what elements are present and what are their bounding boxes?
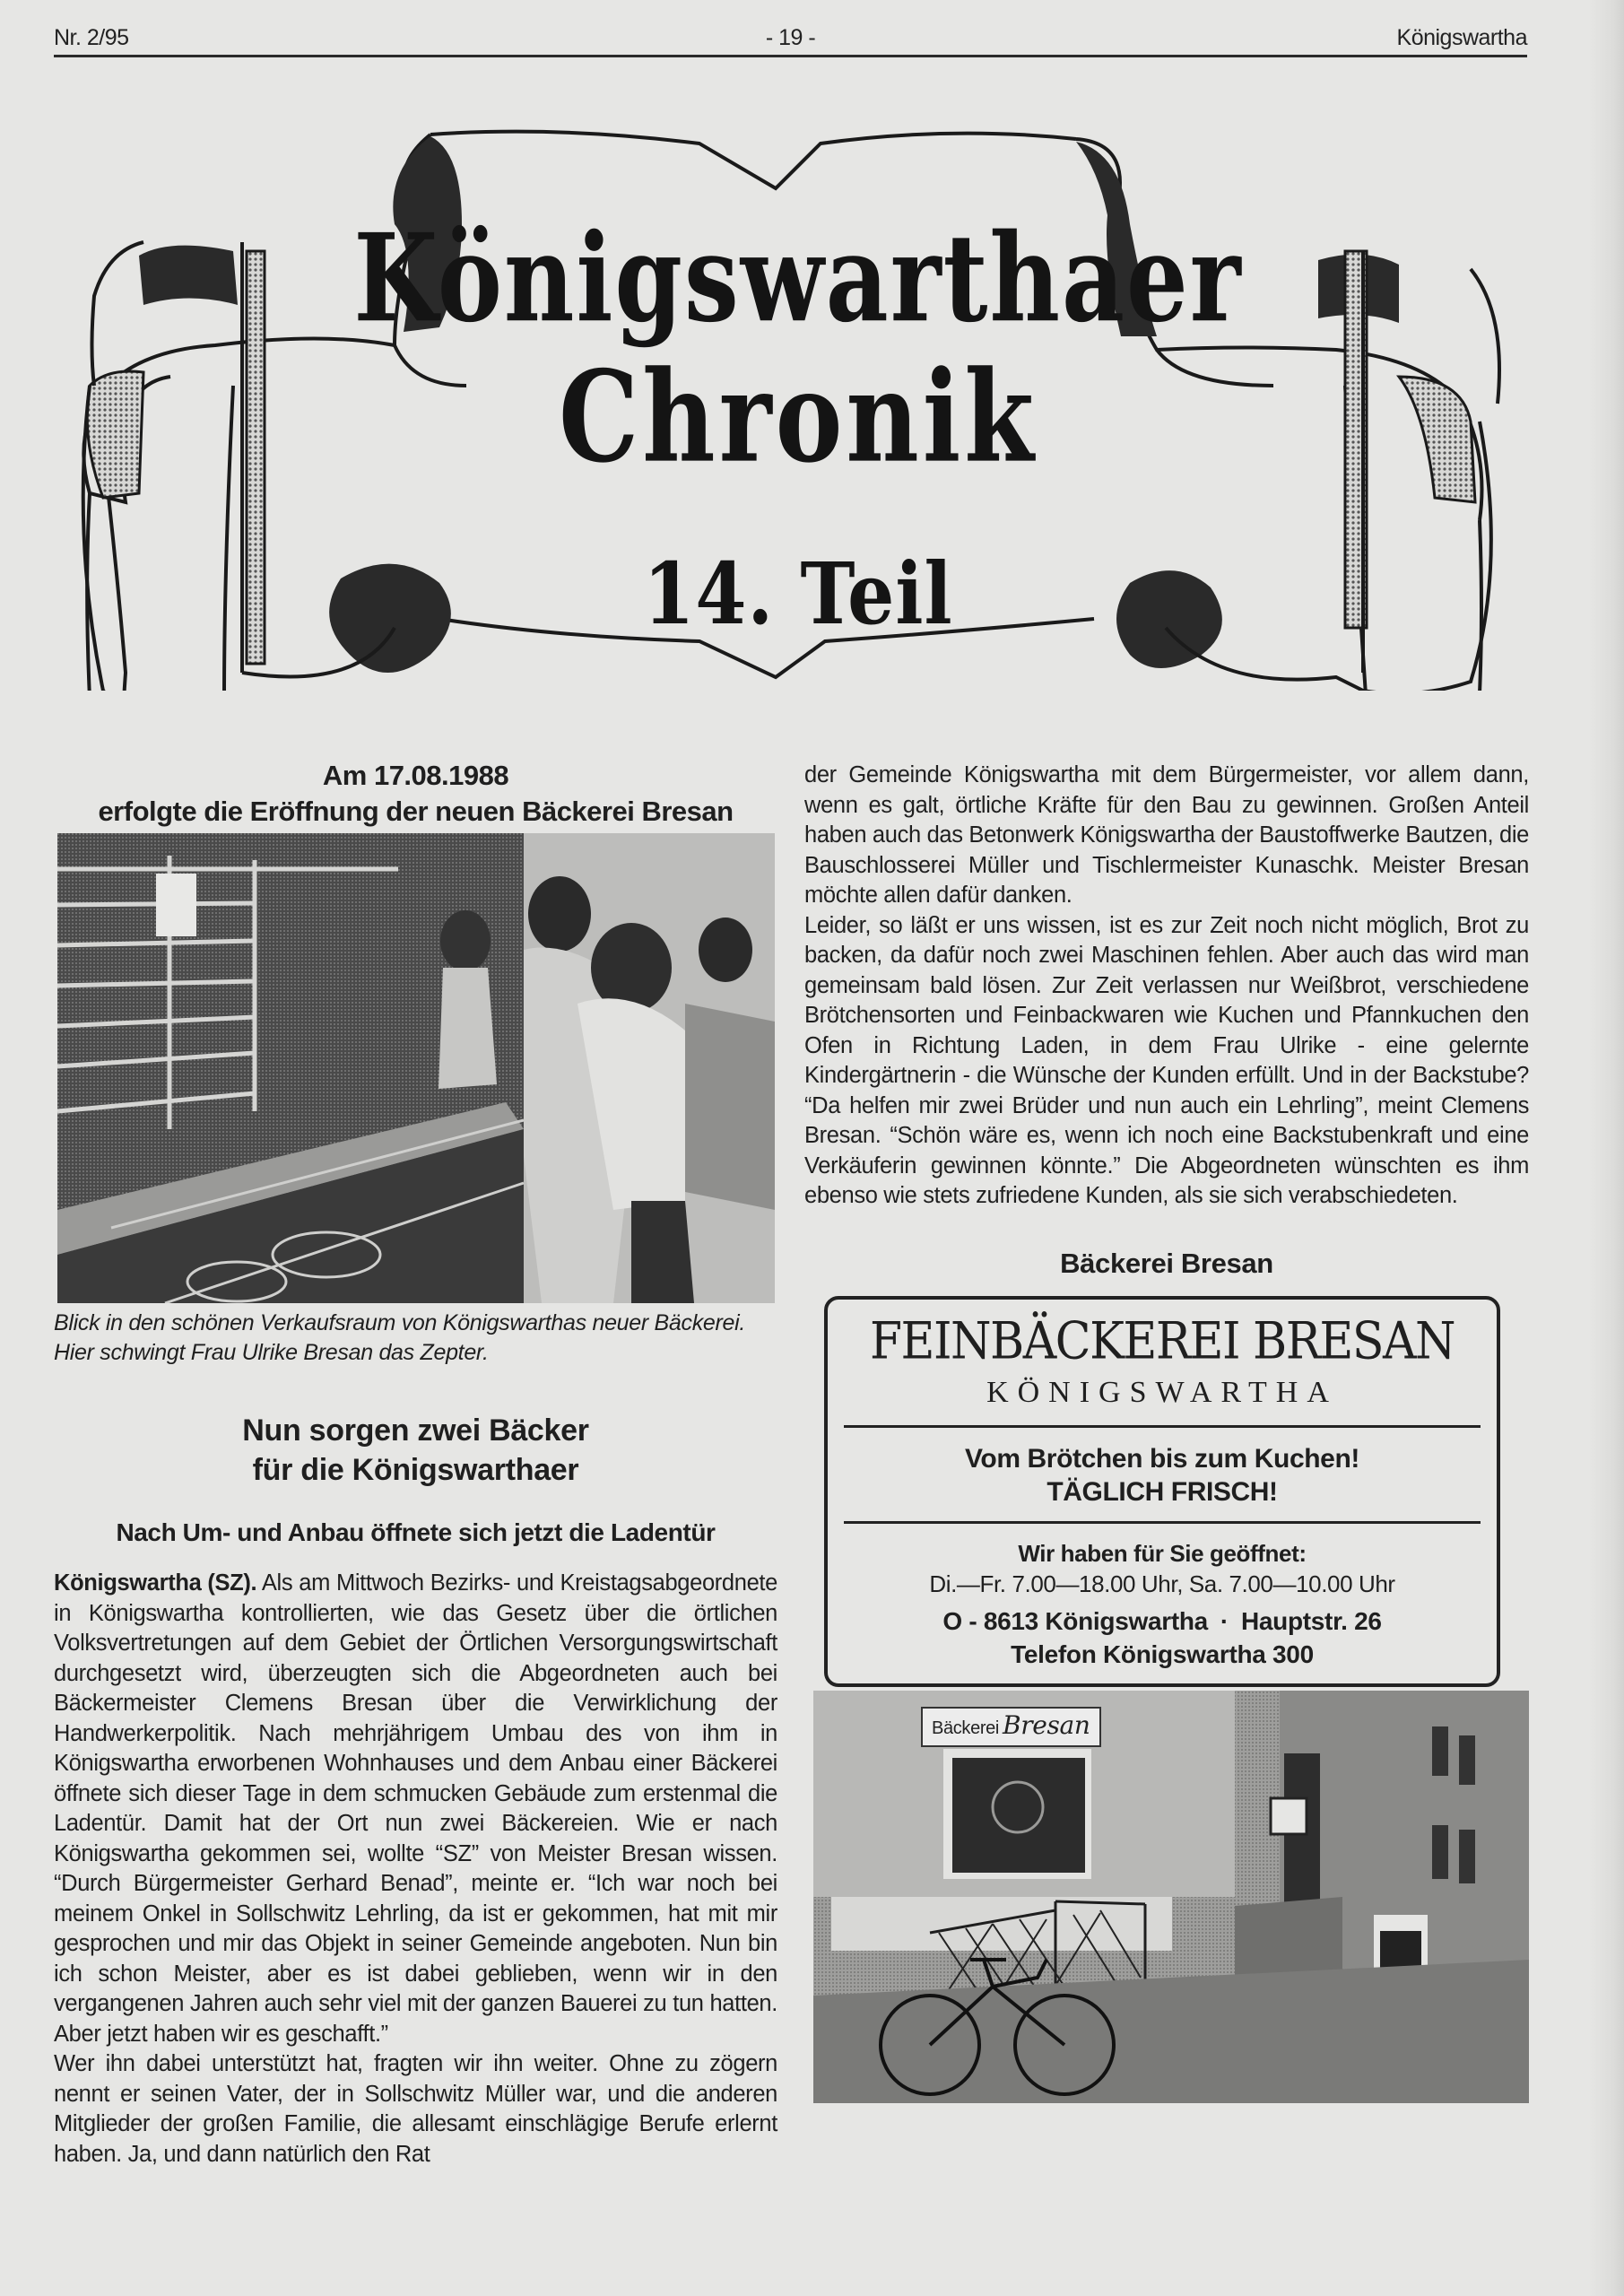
article-paragraph <box>54 1569 777 2049</box>
ad-divider <box>844 1521 1481 1524</box>
article-subtitle: Nach Um- und Anbau öffnete sich jetzt die Ladentür <box>116 1518 716 1546</box>
article-paragraph: der Gemeinde Königswartha mit dem Bürgermeister, vor allem dann, wenn es galt, örtliche Kräfte für den Bau zu gewinnen. Großen Anteil haben auch das Betonwerk Königswartha der Baustoffwerke Bautzen, die Bauschlosserei Müller und Tischlermeister Kunaschk. Meister Bresan möchte allen dafür danken. <box>804 762 1529 908</box>
page-header <box>54 25 1527 57</box>
header-rule <box>54 55 1527 57</box>
ad-address-town: O - 8613 Königswartha <box>942 1606 1208 1635</box>
opening-headline: erfolgte die Eröffnung der neuen Bäckerei Bresan <box>98 796 734 827</box>
article-paragraph: Leider, so läßt er uns wissen, ist es zur Zeit noch nicht möglich, Brot zu backen, da dafür noch zwei Maschinen fehlen. Aber auch das wird man gemeinsam bald lösen. Zur Zeit verlassen nur Weißbrot, verschiedene Brötchensorten und Feinbackwaren wie Kuchen und Pfannkuchen den Ofen in Richtung Laden, in dem Frau Ulrike - eine gelernte Kindergärtnerin - die Wünsche der Kunden erfüllt. Und in der Backstube? “Da helfen mir zwei Brüder und nun auch ein Lehrling”, meint Clemens Bresan. “Schön wäre es, wenn ich noch eine Backstubenkraft und eine Verkäuferin gewinnen könnte.” Die Abgeordneten wünschten es ihm ebenso wie stets zufriedene Kunden, als sie sich verabschiedeten. <box>804 912 1529 1208</box>
shop-sign-script: Bresan <box>1003 1709 1090 1740</box>
ad-slogan: Vom Brötchen bis zum Kuchen! <box>965 1443 1359 1474</box>
sales-room-photo <box>57 833 775 1303</box>
ad-address-separator: · <box>1220 1606 1229 1635</box>
paragraph-text: Als am Mittwoch Bezirks- und Kreistagsabgeordnete in Königswartha kontrollierten, wie das Gesetz über die örtlichen Volksvertretungen auf dem Gebiet der Örtlichen Versorgungswirtschaft durchgesetzt wird, überzeugten sich die Abgeordneten auch bei Bäckermeister Clemens Bresan über die Verwirklichung der Handwerkerpolitik. Nach mehrjährigem Umbau des von ihm in Königswartha erworbenen Wohnhauses und dem Anbau einer Bäckerei öffnete sich dieser Tage in dem schmucken Gebäude zum erstenmal die Ladentür. Damit hat der Ort nun zwei Bäckereien. Wie er nach Königswartha gekommen sei, wollte “SZ” von Meister Bresan wissen. “Durch Bürgermeister Gerhard Benad”, meinte er. “Ich war noch bei meinem Onkel in Sollschwitz Lehrling, da ist er gekommen, hat mit mir gesprochen und mir das Objekt in seiner Gemeinde angeboten. Nun bin ich schon Meister, aber es ist dabei geblieben, wenn wir in den vergangenen Jahren auch sehr viel mit der ganzen Bauerei zu tun hatten. Aber jetzt haben wir es geschafft.” <box>54 1570 777 2047</box>
ad-address-street: Hauptstr. 26 <box>1240 1606 1382 1635</box>
photo-caption: Blick in den schönen Verkaufsraum von Königswarthas neuer Bäckerei. Hier schwingt Frau Ulrike Bresan das Zepter. <box>54 1310 746 1365</box>
article-body-right <box>804 761 1529 1212</box>
left-column <box>54 758 777 2170</box>
header-town: Königswartha <box>1396 25 1527 50</box>
chronik-banner <box>54 117 1542 691</box>
ad-phone: Telefon Königswartha 300 <box>1011 1639 1314 1668</box>
ad-divider <box>844 1425 1481 1428</box>
shop-sign-word: Bäckerei <box>932 1718 1000 1738</box>
article-title-line2: für die Königswarthaer <box>252 1453 579 1487</box>
opening-headline-date: Am 17.08.1988 <box>322 760 509 791</box>
banner-title-line2: Chronik <box>559 344 1038 491</box>
ad-bakery-name: FEINBÄCKEREI BRESAN <box>869 1311 1455 1371</box>
shop-front-illustration <box>813 1691 1529 2103</box>
article-body-left <box>54 1569 777 2170</box>
ad-address <box>844 1605 1481 1638</box>
article-paragraph: Wer ihn dabei unterstützt hat, fragten wir ihn weiter. Ohne zu zögern nennt er seinen Vater, der in Sollschwitz Müller war, und die anderen Mitglieder der großen Familie, die allesamt einschlägige Berufe erlernt haben. Ja, und dann natürlich den Rat <box>54 2051 777 2167</box>
banner-title-line1: Königswarthaer <box>353 208 1243 350</box>
article-title-line1: Nun sorgen zwei Bäcker <box>242 1413 589 1448</box>
page-number: - 19 - <box>765 25 816 50</box>
bakery-advertisement <box>824 1296 1500 1687</box>
sales-room-illustration <box>57 833 775 1303</box>
right-column <box>804 761 1529 2103</box>
shop-front-photo <box>813 1691 1529 2103</box>
issue-number: Nr. 2/95 <box>54 25 129 50</box>
ad-heading: Bäckerei Bresan <box>1060 1247 1273 1279</box>
page-edge-shadow <box>1588 0 1624 2296</box>
ad-slogan-fresh: TÄGLICH FRISCH! <box>1046 1476 1278 1507</box>
banner-part-number: 14. Teil <box>643 544 953 645</box>
ad-town: KÖNIGSWARTHA <box>986 1375 1338 1409</box>
ad-opening-hours: Di.—Fr. 7.00—18.00 Uhr, Sa. 7.00—10.00 Uhr <box>929 1570 1395 1597</box>
dateline: Königswartha (SZ). <box>54 1570 257 1596</box>
shop-sign <box>921 1707 1101 1748</box>
ad-opening-label: Wir haben für Sie geöffnet: <box>1018 1539 1307 1567</box>
